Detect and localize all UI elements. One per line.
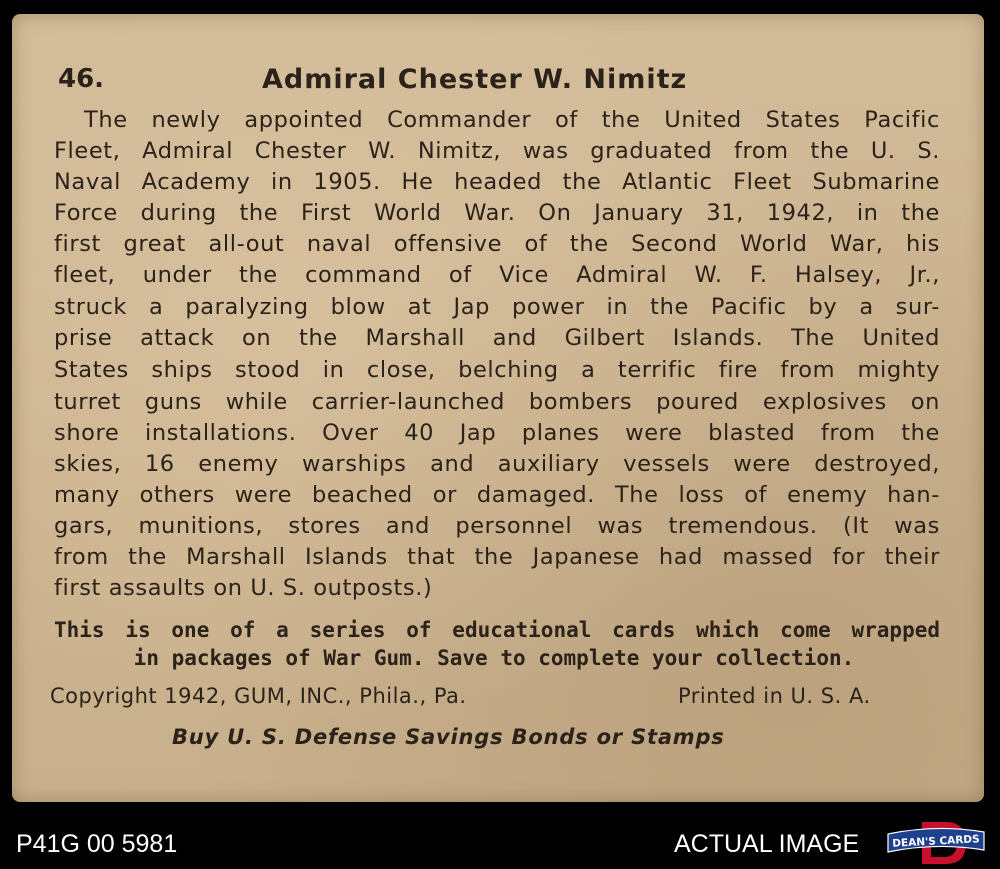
educational-note-line: in packages of War Gum. Save to complete your collection. [133, 646, 855, 670]
body-line: Naval Academy in 1905. He headed the Atlantic Fleet Submarine [54, 169, 940, 195]
body-line: from the Marshall Islands that the Japanese had massed for their [54, 544, 940, 570]
cert-number: P41G 00 5981 [16, 830, 178, 858]
printed-in-text: Printed in U. S. A. [678, 684, 871, 708]
body-line: Fleet, Admiral Chester W. Nimitz, was graduated from the U. S. [54, 138, 940, 164]
body-line: The newly appointed Commander of the United States Pacific [84, 107, 940, 133]
trading-card-back [12, 14, 984, 802]
body-line: skies, 16 enemy warships and auxiliary vessels were destroyed, [54, 451, 940, 477]
body-line: struck a paralyzing blow at Jap power in the Pacific by a sur- [54, 294, 940, 320]
body-line: Force during the First World War. On January 31, 1942, in the [54, 200, 940, 226]
logo-text: DEAN'S CARDS [892, 833, 980, 850]
body-line: turret guns while carrier-launched bombers poured explosives on [54, 389, 940, 415]
copyright-text: Copyright 1942, GUM, INC., Phila., Pa. [50, 684, 467, 708]
body-line: shore installations. Over 40 Jap planes were blasted from the [54, 420, 940, 446]
body-line: fleet, under the command of Vice Admiral W. F. Halsey, Jr., [54, 262, 940, 288]
bonds-slogan: Buy U. S. Defense Savings Bonds or Stamps [172, 725, 725, 749]
card-title: Admiral Chester W. Nimitz [262, 64, 688, 95]
body-line: first great all-out naval offensive of the Second World War, his [54, 231, 940, 257]
actual-image-label: ACTUAL IMAGE [674, 830, 860, 858]
body-line: prise attack on the Marshall and Gilbert Islands. The United [54, 325, 940, 351]
card-number: 46. [58, 64, 105, 94]
body-line: gars, munitions, stores and personnel was tremendous. (It was [54, 513, 940, 539]
body-line: first assaults on U. S. outposts.) [54, 575, 433, 601]
body-line: States ships stood in close, belching a terrific fire from mighty [54, 357, 940, 383]
deans-cards-logo [884, 820, 988, 866]
educational-note-line: This is one of a series of educational cards which come wrapped [54, 618, 940, 642]
body-line: many others were beached or damaged. The loss of enemy han- [54, 482, 940, 508]
